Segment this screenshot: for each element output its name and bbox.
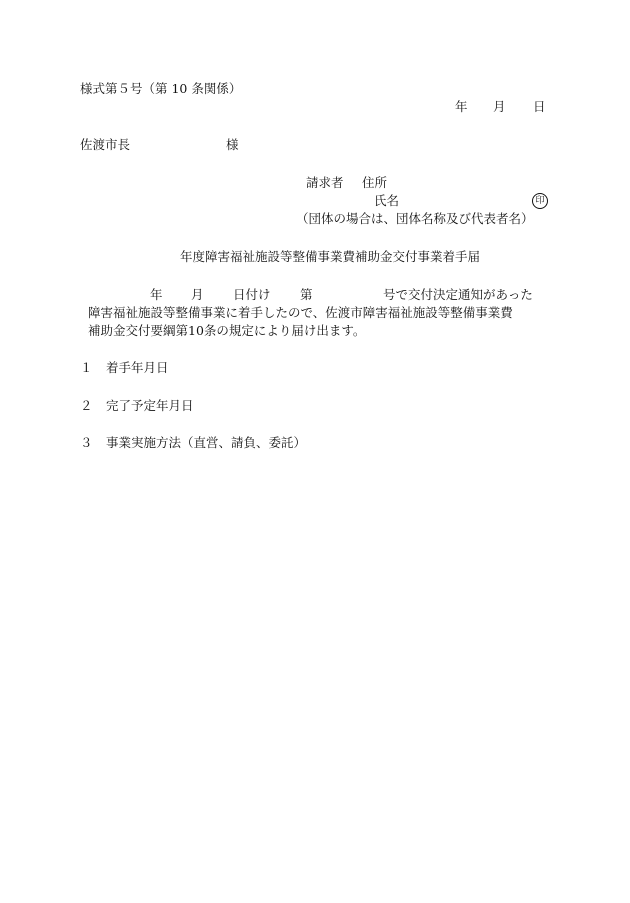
item-number: １ [80, 360, 93, 375]
body-line-1-rest: 号で交付決定通知があった [383, 287, 533, 302]
list-item [80, 360, 169, 376]
org-note: （団体の場合は、団体名称及び代表者名） [296, 211, 534, 226]
date-day-label: 日 [533, 99, 546, 114]
date-month-label: 月 [493, 99, 506, 114]
document-title: 年度障害福祉施設等整備事業費補助金交付事業着手届 [180, 249, 481, 264]
addressee-city: 佐渡市長 [80, 137, 131, 152]
name-label: 氏名 [374, 193, 400, 208]
body-line-3: 補助金交付要綱第10条の規定により届け出ます。 [88, 323, 366, 338]
list-item [80, 398, 194, 414]
item-label: 着手年月日 [106, 360, 169, 375]
seal-icon: 印 [532, 193, 548, 209]
requester-label: 請求者 [306, 175, 344, 190]
body-number-prefix: 第 [300, 287, 313, 302]
date-year-label: 年 [455, 99, 468, 114]
address-label: 住所 [362, 175, 388, 190]
body-month-label: 月 [191, 287, 204, 302]
body-dated-label: 日付け [233, 287, 271, 302]
list-item [80, 435, 306, 451]
item-number: ２ [80, 398, 93, 413]
body-line-2: 障害福祉施設等整備事業に着手したので、佐渡市障害福祉施設等整備事業費 [88, 305, 513, 320]
body-line-1 [88, 286, 550, 304]
body-paragraph [88, 286, 550, 340]
body-year-label: 年 [150, 287, 163, 302]
item-label: 完了予定年月日 [106, 398, 194, 413]
form-number: 様式第５号（第 10 条関係） [80, 81, 242, 96]
item-number: ３ [80, 435, 93, 450]
addressee-honorific: 様 [226, 137, 239, 152]
item-label: 事業実施方法（直営、請負、委託） [106, 435, 307, 450]
